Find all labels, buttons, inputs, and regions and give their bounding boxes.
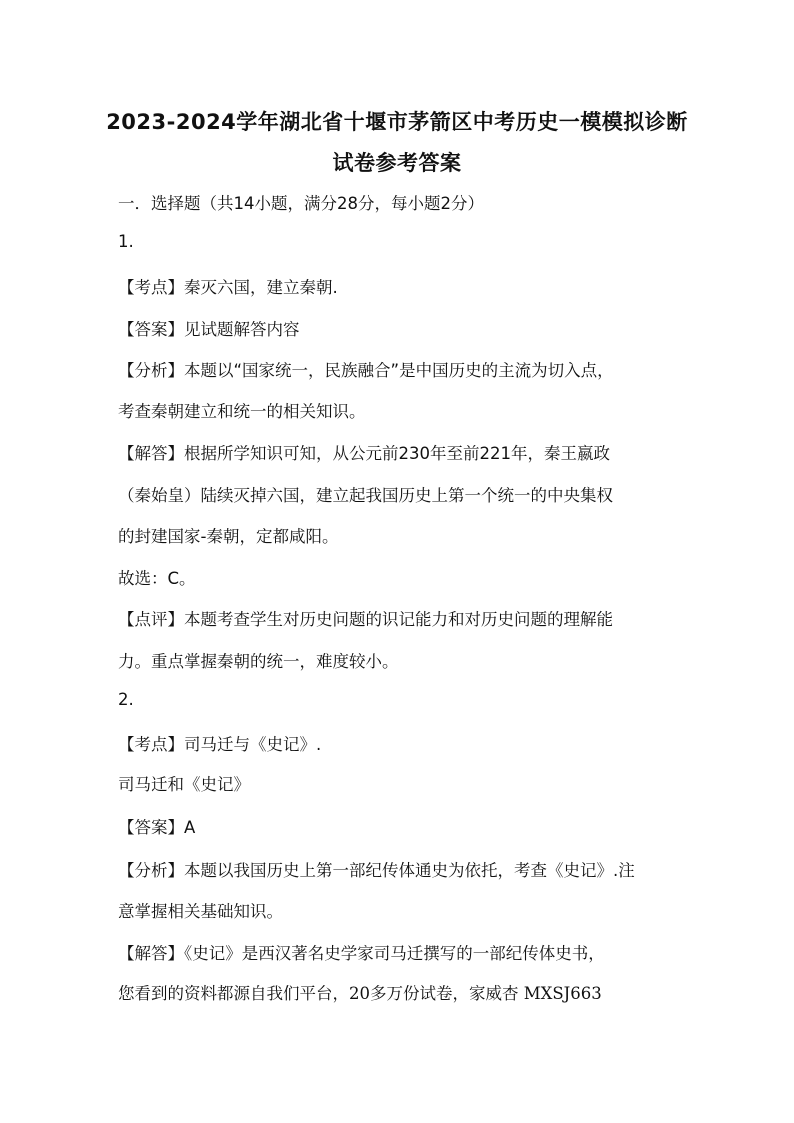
question-2-answer: 【答案】A bbox=[118, 818, 196, 837]
question-1-solution-line-1: 【解答】根据所学知识可知，从公元前230年至前221年，秦王嬴政 bbox=[118, 444, 610, 463]
watermark-text: 您看到的资料都源自我们平台，20多万份试卷，家威杏 MXSJ663 bbox=[118, 984, 602, 1003]
question-1-solution-line-3: 的封建国家-秦朝，定都咸阳。 bbox=[118, 527, 339, 546]
question-1-answer: 【答案】见试题解答内容 bbox=[118, 320, 300, 339]
question-2-solution-line-1: 【解答】《史记》是西汉著名史学家司马迁撰写的一部纪传体史书， bbox=[118, 944, 605, 963]
question-1-comment-line-2: 力。重点掌握秦朝的统一，难度较小。 bbox=[118, 652, 399, 671]
question-2-analysis-line-2: 意掌握相关基础知识。 bbox=[118, 902, 283, 921]
section-heading: 一．选择题（共14小题，满分28分，每小题2分） bbox=[118, 194, 484, 213]
question-2-kaodian: 【考点】司马迁与《史记》. bbox=[118, 735, 322, 754]
question-1-number: 1. bbox=[118, 232, 134, 251]
question-1-choice: 故选：C。 bbox=[118, 569, 196, 588]
document-title-line-2: 试卷参考答案 bbox=[332, 151, 462, 175]
question-1-solution-line-2: （秦始皇）陆续灭掉六国，建立起我国历史上第一个统一的中央集权 bbox=[118, 486, 613, 505]
question-1-analysis-line-2: 考查秦朝建立和统一的相关知识。 bbox=[118, 402, 366, 421]
question-1-comment-line-1: 【点评】本题考查学生对历史问题的识记能力和对历史问题的理解能 bbox=[118, 610, 613, 629]
question-1-analysis-line-1: 【分析】本题以“国家统一，民族融合”是中国历史的主流为切入点， bbox=[118, 361, 614, 380]
question-2-analysis-line-1: 【分析】本题以我国历史上第一部纪传体通史为依托，考查《史记》.注 bbox=[118, 861, 635, 880]
question-2-kaodian-extra: 司马迁和《史记》 bbox=[118, 775, 250, 794]
document-title-line-1: 2023-2024学年湖北省十堰市茅箭区中考历史一模模拟诊断 bbox=[106, 110, 688, 134]
question-1-kaodian: 【考点】秦灭六国，建立秦朝. bbox=[118, 278, 338, 297]
question-2-number: 2. bbox=[118, 690, 134, 709]
